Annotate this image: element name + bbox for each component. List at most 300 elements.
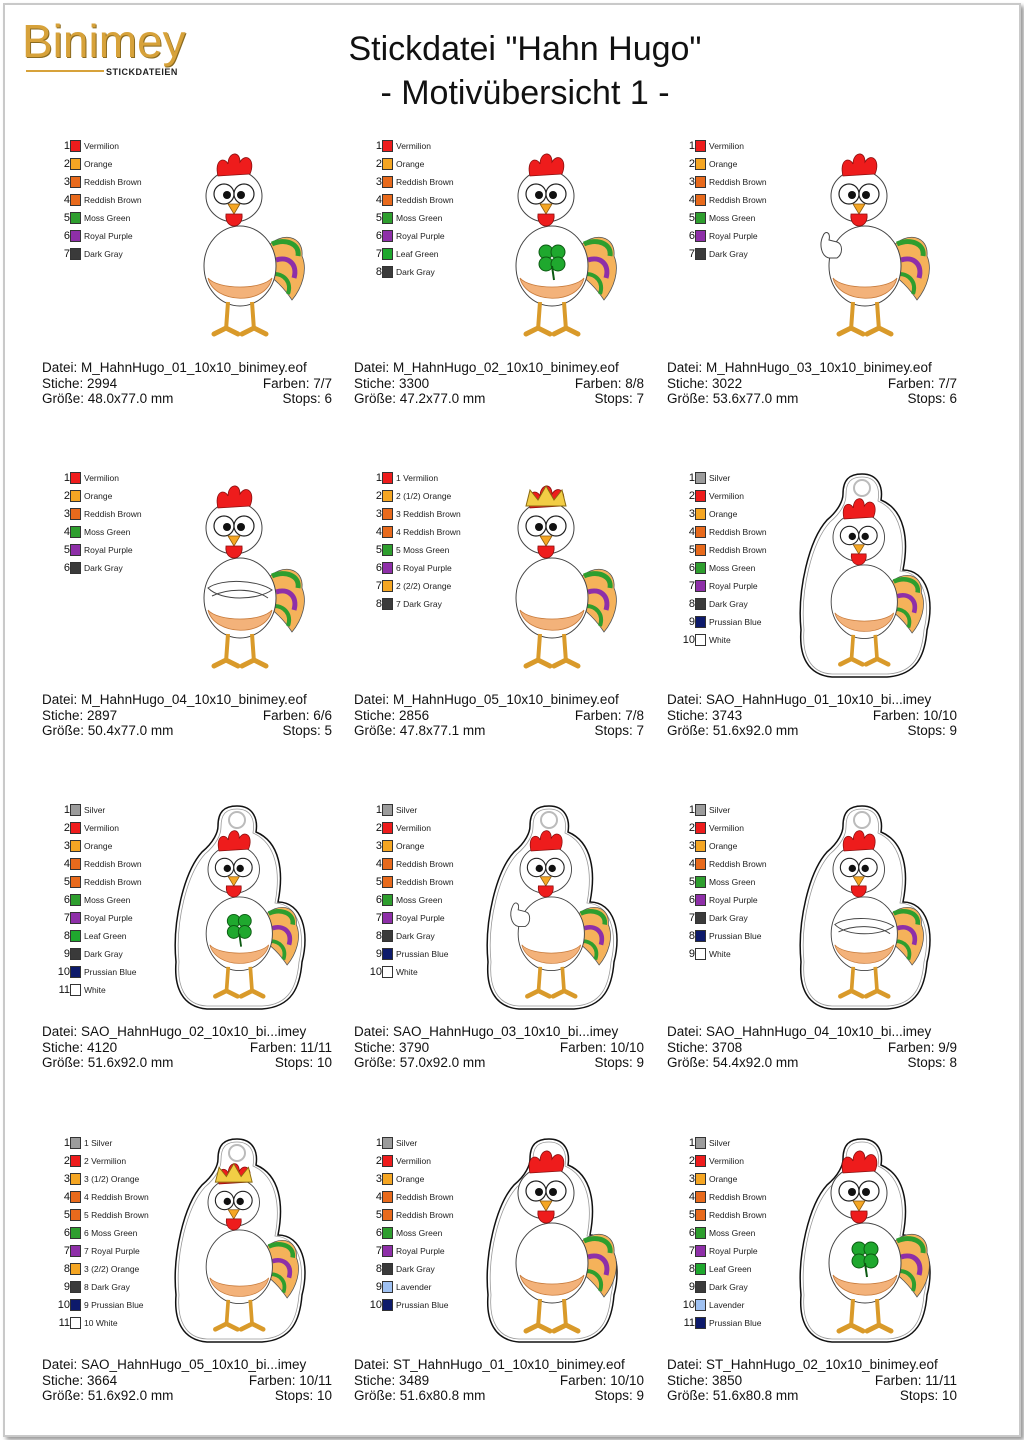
color-count: 9/9 [938,1039,957,1055]
design-info [354,1357,644,1404]
legend-number: 5 [375,544,382,556]
legend-number: 3 [375,176,382,188]
legend-color-name: Royal Purple [84,231,133,241]
color-swatch [70,1317,81,1329]
legend-number: 4 [375,194,382,206]
color-swatch [70,1191,81,1203]
legend-color-name: Reddish Brown [84,877,142,887]
legend-color-name: Royal Purple [709,1246,758,1256]
color-count: 7/7 [938,375,957,391]
color-swatch [70,526,81,538]
color-swatch [382,1209,393,1221]
rooster-embroidery-image [474,1135,624,1345]
design-info [667,1357,957,1404]
file-label: Datei: [354,360,390,375]
legend-number: 5 [63,876,70,888]
stitches-label: Stiche: [42,1372,84,1388]
stitches-label: Stiche: [667,1039,709,1055]
stitch-count: 2994 [87,375,118,391]
legend-color-name: Moss Green [396,895,443,905]
legend-color-name: White [709,635,731,645]
color-swatch [695,894,706,906]
legend-number: 3 [688,1173,695,1185]
legend-color-name: 2 (2/2) Orange [396,581,452,591]
color-swatch [382,1173,393,1185]
legend-number: 1 [375,1137,382,1149]
colors-label: Farben: [887,375,935,391]
file-label: Datei: [42,1024,78,1039]
legend-number: 6 [688,562,695,574]
legend-color-name: Dark Gray [709,913,748,923]
stop-count: 8 [949,1055,957,1070]
size-label: Größe: [667,391,710,406]
legend-color-name: Reddish Brown [709,527,767,537]
stitches-label: Stiche: [667,375,709,391]
legend-color-name: Reddish Brown [709,177,767,187]
legend-number: 3 [375,1173,382,1185]
legend-color-name: Royal Purple [84,545,133,555]
color-swatch [382,912,393,924]
legend-color-name: Reddish Brown [84,509,142,519]
design-info [354,360,644,407]
rooster-embroidery-image [787,138,937,348]
color-swatch [70,248,81,260]
legend-color-name: Royal Purple [709,581,758,591]
file-label: Datei: [354,692,390,707]
stitches-label: Stiche: [354,1039,396,1055]
legend-color-name: Reddish Brown [84,177,142,187]
legend-number: 7 [63,912,70,924]
design-size: 48.0x77.0 mm [87,391,174,406]
legend-color-name: Dark Gray [709,249,748,259]
stops-label: Stops: [899,1388,939,1403]
color-swatch [695,1299,706,1311]
legend-color-name: Reddish Brown [709,1210,767,1220]
legend-number: 8 [375,930,382,942]
file-label: Datei: [42,692,78,707]
colors-label: Farben: [574,707,622,723]
logo-text: Binimey [22,15,186,67]
color-swatch [382,526,393,538]
legend-color-name: Silver [396,805,418,815]
legend-number: 7 [375,1245,382,1257]
file-name: SAO_HahnHugo_03_10x10_bi...imey [393,1024,619,1039]
color-count: 6/6 [313,707,332,723]
legend-color-name: Leaf Green [396,249,439,259]
legend-color-name: 1 Vermilion [396,473,439,483]
legend-number: 9 [375,1281,382,1293]
legend-color-name: Dark Gray [396,267,435,277]
legend-color-name: Reddish Brown [396,859,454,869]
legend-number: 7 [688,912,695,924]
legend-color-name: Prussian Blue [709,1318,762,1328]
legend-color-name: Moss Green [396,1228,443,1238]
file-label: Datei: [667,360,703,375]
color-swatch [695,1209,706,1221]
color-swatch [695,1173,706,1185]
color-swatch [382,490,393,502]
legend-number: 7 [375,248,382,260]
color-count: 10/10 [610,1039,644,1055]
legend-color-name: Orange [396,159,425,169]
legend-color-name: Reddish Brown [709,1192,767,1202]
legend-number: 4 [63,858,70,870]
file-name: M_HahnHugo_05_10x10_binimey.eof [393,692,619,707]
color-swatch [70,472,81,484]
legend-number: 2 [688,490,695,502]
legend-number: 11 [58,1317,70,1329]
file-label: Datei: [354,1024,390,1039]
legend-number: 4 [375,858,382,870]
legend-number: 2 [688,158,695,170]
color-swatch [70,894,81,906]
color-swatch [695,1245,706,1257]
legend-number: 9 [688,616,695,628]
legend-number: 2 [375,1155,382,1167]
color-swatch [382,140,393,152]
color-swatch [382,876,393,888]
legend-number: 1 [375,472,382,484]
stitches-label: Stiche: [354,375,396,391]
stitches-label: Stiche: [42,1039,84,1055]
legend-number: 4 [63,526,70,538]
design-card [354,470,654,750]
color-swatch [70,1173,81,1185]
color-swatch [70,1245,81,1257]
color-swatch [382,966,393,978]
legend-number: 8 [688,1263,695,1275]
color-swatch [382,472,393,484]
color-swatch [382,212,393,224]
legend-number: 1 [63,1137,70,1149]
legend-color-name: Moss Green [84,213,131,223]
legend-number: 7 [688,248,695,260]
design-size: 51.6x92.0 mm [87,1055,174,1070]
legend-color-name: White [84,985,106,995]
stitch-count: 2856 [399,707,430,723]
file-name: SAO_HahnHugo_04_10x10_bi...imey [706,1024,932,1039]
color-swatch [695,948,706,960]
color-swatch [695,508,706,520]
color-swatch [695,212,706,224]
design-card [667,1135,967,1415]
color-swatch [382,840,393,852]
legend-color-name: Dark Gray [396,931,435,941]
file-name: M_HahnHugo_04_10x10_binimey.eof [81,692,307,707]
legend-number: 2 [63,490,70,502]
legend-color-name: Vermilion [396,823,431,833]
color-swatch [695,598,706,610]
color-swatch [695,1317,706,1329]
legend-color-name: Dark Gray [84,563,123,573]
design-info [42,1357,332,1404]
file-label: Datei: [667,1357,703,1372]
legend-number: 5 [688,876,695,888]
color-swatch [382,1191,393,1203]
legend-color-name: Orange [709,509,738,519]
legend-color-name: Royal Purple [396,913,445,923]
file-name: SAO_HahnHugo_05_10x10_bi...imey [81,1357,307,1372]
design-info [42,360,332,407]
legend-color-name: 5 Moss Green [396,545,450,555]
color-swatch [70,490,81,502]
design-card [42,802,342,1082]
legend-number: 4 [63,1191,70,1203]
color-swatch [382,1281,393,1293]
stops-label: Stops: [282,723,321,738]
design-size: 57.0x92.0 mm [399,1055,486,1070]
legend-number: 6 [375,230,382,242]
legend-color-name: Orange [709,159,738,169]
stop-count: 9 [636,1055,644,1070]
legend-number: 5 [688,544,695,556]
legend-number: 2 [375,822,382,834]
legend-number: 1 [375,140,382,152]
legend-color-name: Vermilion [709,141,744,151]
legend-color-name: Royal Purple [709,231,758,241]
legend-color-name: Moss Green [709,1228,756,1238]
legend-color-name: Lavender [396,1282,432,1292]
stop-count: 6 [324,391,332,406]
color-swatch [695,840,706,852]
legend-color-name: Dark Gray [84,249,123,259]
legend-number: 2 [63,1155,70,1167]
color-swatch [70,930,81,942]
page-subtitle: - Motivübersicht 1 - [380,74,670,112]
legend-color-name: Silver [709,805,731,815]
color-swatch [695,804,706,816]
color-swatch [382,230,393,242]
legend-color-name: 1 Silver [84,1138,113,1148]
color-swatch [695,526,706,538]
legend-number: 2 [63,822,70,834]
legend-number: 8 [63,930,70,942]
legend-color-name: Silver [709,1138,731,1148]
legend-color-name: 3 (1/2) Orange [84,1174,140,1184]
legend-color-name: Vermilion [396,1156,431,1166]
legend-number: 8 [375,1263,382,1275]
legend-color-name: Royal Purple [709,895,758,905]
design-info [354,692,644,739]
size-label: Größe: [354,391,397,406]
color-swatch [695,616,706,628]
design-info [667,1024,957,1071]
color-swatch [382,580,393,592]
legend-color-name: Reddish Brown [709,859,767,869]
legend-number: 3 [63,176,70,188]
color-swatch [382,194,393,206]
legend-number: 7 [375,912,382,924]
design-card [354,802,654,1082]
color-swatch [70,804,81,816]
design-size: 53.6x77.0 mm [712,391,799,406]
rooster-embroidery-image [787,470,937,680]
stitches-label: Stiche: [667,707,709,723]
color-swatch [695,158,706,170]
stitch-count: 4120 [87,1039,118,1055]
legend-number: 2 [63,158,70,170]
size-label: Größe: [667,1055,710,1070]
legend-number: 6 [688,894,695,906]
stitch-count: 3708 [712,1039,743,1055]
color-swatch [695,1263,706,1275]
file-name: M_HahnHugo_02_10x10_binimey.eof [393,360,619,375]
stop-count: 6 [949,391,957,406]
color-swatch [382,266,393,278]
legend-color-name: 4 Reddish Brown [84,1192,149,1202]
color-swatch [695,472,706,484]
legend-number: 1 [63,804,70,816]
legend-color-name: Vermilion [84,141,119,151]
legend-number: 3 [63,840,70,852]
color-swatch [695,230,706,242]
legend-number: 10 [57,1299,70,1311]
legend-color-name: Moss Green [84,895,131,905]
legend-color-name: Royal Purple [396,1246,445,1256]
legend-color-name: Moss Green [396,213,443,223]
color-swatch [695,1191,706,1203]
design-info [667,360,957,407]
legend-color-name: Reddish Brown [396,195,454,205]
legend-color-name: Orange [396,1174,425,1184]
stops-label: Stops: [594,723,633,738]
color-swatch [70,1299,81,1311]
legend-number: 1 [688,472,695,484]
legend-number: 1 [688,804,695,816]
legend-number: 6 [63,1227,70,1239]
color-swatch [70,876,81,888]
color-count: 10/10 [923,707,957,723]
stops-label: Stops: [282,391,321,406]
legend-number: 3 [63,1173,70,1185]
design-size: 51.6x92.0 mm [712,723,799,738]
design-card [354,138,654,418]
legend-color-name: Dark Gray [709,599,748,609]
colors-label: Farben: [887,1039,935,1055]
legend-number: 7 [63,248,70,260]
color-swatch [382,1263,393,1275]
legend-color-name: Lavender [709,1300,745,1310]
size-label: Größe: [42,391,85,406]
color-count: 10/11 [299,1372,332,1388]
color-swatch [70,948,81,960]
legend-color-name: Orange [709,1174,738,1184]
stop-count: 10 [941,1388,957,1403]
stops-label: Stops: [907,1055,946,1070]
legend-number: 5 [63,212,70,224]
legend-color-name: Orange [84,841,113,851]
color-swatch [70,1281,81,1293]
colors-label: Farben: [574,375,622,391]
legend-number: 3 [688,508,695,520]
stop-count: 10 [316,1055,332,1070]
color-swatch [695,544,706,556]
legend-number: 9 [688,1281,695,1293]
legend-color-name: 8 Dark Gray [84,1282,130,1292]
stop-count: 7 [636,723,644,738]
rooster-embroidery-image [162,470,312,680]
legend-number: 3 [375,840,382,852]
legend-color-name: 10 White [84,1318,118,1328]
legend-number: 8 [63,1263,70,1275]
design-info [667,692,957,739]
size-label: Größe: [354,1055,397,1070]
legend-number: 3 [375,508,382,520]
design-card [42,1135,342,1415]
legend-number: 5 [63,544,70,556]
color-swatch [382,248,393,260]
color-swatch [382,508,393,520]
colors-label: Farben: [559,1039,607,1055]
legend-number: 6 [63,894,70,906]
legend-number: 11 [58,984,70,996]
file-name: ST_HahnHugo_01_10x10_binimey.eof [393,1357,625,1372]
color-swatch [70,822,81,834]
legend-color-name: Prussian Blue [709,931,762,941]
stop-count: 9 [949,723,957,738]
legend-number: 9 [63,1281,70,1293]
legend-number: 4 [375,526,382,538]
color-count: 7/8 [625,707,644,723]
color-swatch [382,948,393,960]
color-swatch [695,562,706,574]
file-label: Datei: [667,692,703,707]
color-swatch [382,176,393,188]
rooster-embroidery-image [162,802,312,1012]
stops-label: Stops: [274,1055,314,1070]
legend-number: 7 [375,580,382,592]
legend-color-name: Leaf Green [84,931,127,941]
legend-color-name: 7 Royal Purple [84,1246,140,1256]
design-size: 51.6x80.8 mm [712,1388,799,1403]
color-swatch [695,930,706,942]
colors-label: Farben: [262,707,310,723]
color-swatch [695,1227,706,1239]
legend-color-name: Prussian Blue [84,967,137,977]
stitch-count: 3850 [712,1372,743,1388]
color-swatch [695,248,706,260]
legend-color-name: Silver [396,1138,418,1148]
legend-color-name: Royal Purple [396,231,445,241]
stitch-count: 3664 [87,1372,118,1388]
legend-number: 8 [375,598,382,610]
legend-color-name: Vermilion [84,473,119,483]
color-swatch [695,490,706,502]
legend-color-name: Dark Gray [709,1282,748,1292]
color-swatch [70,840,81,852]
design-info [354,1024,644,1071]
legend-number: 6 [63,230,70,242]
file-label: Datei: [42,360,78,375]
rooster-embroidery-image [162,138,312,348]
legend-number: 4 [63,194,70,206]
design-card [667,802,967,1082]
stops-label: Stops: [594,1055,633,1070]
color-swatch [70,176,81,188]
file-name: M_HahnHugo_01_10x10_binimey.eof [81,360,307,375]
design-size: 50.4x77.0 mm [87,723,174,738]
legend-number: 4 [688,526,695,538]
legend-color-name: Dark Gray [84,949,123,959]
legend-color-name: Prussian Blue [396,949,449,959]
legend-number: 6 [375,562,382,574]
legend-color-name: Vermilion [709,491,744,501]
stitch-count: 3790 [399,1039,430,1055]
legend-number: 6 [375,894,382,906]
legend-color-name: Moss Green [709,213,756,223]
color-swatch [695,822,706,834]
color-swatch [382,858,393,870]
